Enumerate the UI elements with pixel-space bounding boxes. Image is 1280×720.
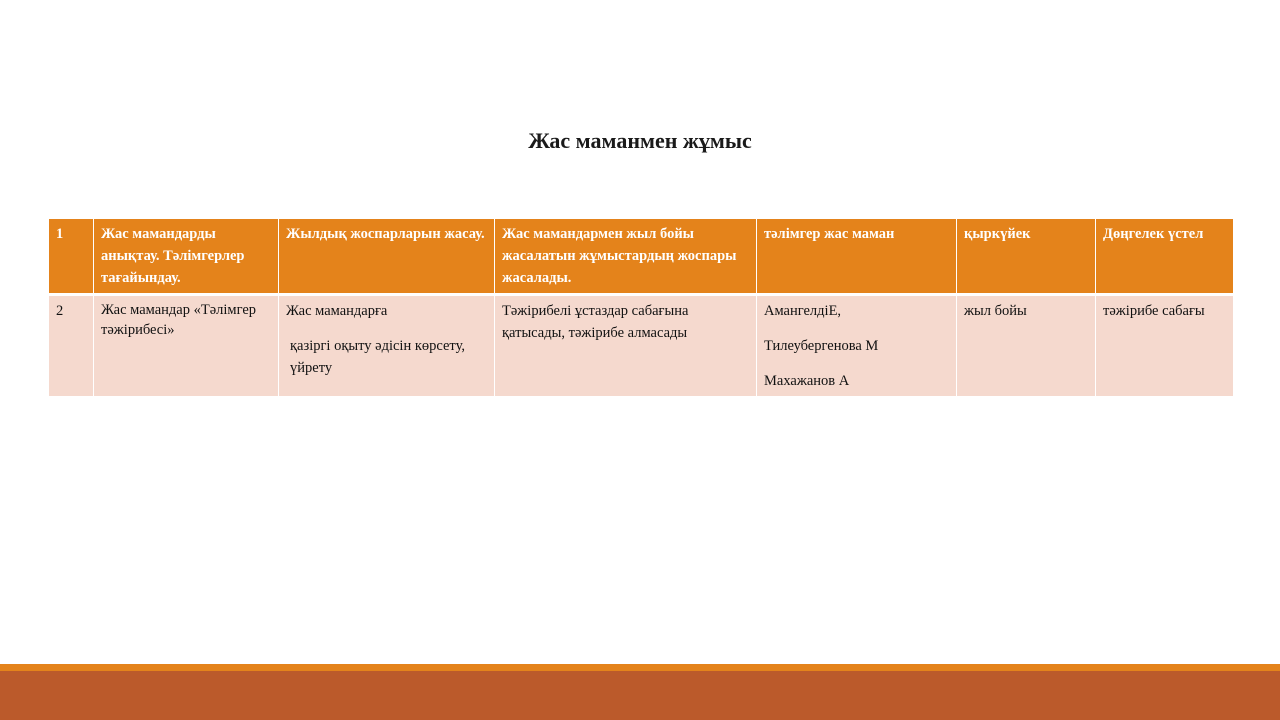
responsible-text: тәлімгер жас маман <box>764 226 895 242</box>
table-row <box>49 295 1234 397</box>
work-cell: Жас мамандармен жыл бойы жасалатын жұмыстардың жоспары жасалады. <box>495 219 757 295</box>
responsible-name: Тилеубергенова М <box>764 338 879 354</box>
work-cell: Тәжірибелі ұстаздар сабағына қатысады, тәжірибе алмасады <box>495 295 757 397</box>
form-cell: Дөңгелек үстел <box>1096 219 1234 295</box>
time-cell: қыркүйек <box>957 219 1096 295</box>
table-row <box>49 219 1234 295</box>
responsible-cell <box>757 295 957 397</box>
row-number-cell: 1 <box>49 219 94 295</box>
slide-title: Жас маманмен жұмыс <box>528 128 752 153</box>
form-cell: тәжірибе сабағы <box>1096 295 1234 397</box>
footer-band <box>0 671 1280 720</box>
responsible-cell <box>757 219 957 295</box>
event-cell: Жас мамандар «Тәлімгер тәжірибесі» <box>94 295 279 397</box>
plan-text: қазіргі оқыту әдісін көрсету, үйрету <box>290 338 465 376</box>
footer-accent-strip <box>0 664 1280 671</box>
event-cell: Жас мамандарды анықтау. Тәлімгерлер тағайындау. <box>94 219 279 295</box>
plan-cell <box>279 295 495 397</box>
plan-text: Жылдық жоспарларын жасау. <box>286 226 485 242</box>
work-plan-table <box>48 219 1234 396</box>
time-cell: жыл бойы <box>957 295 1096 397</box>
responsible-name: Махажанов А <box>764 373 850 389</box>
plan-text: Жас мамандарға <box>286 303 388 319</box>
plan-cell <box>279 219 495 295</box>
row-number-cell: 2 <box>49 295 94 397</box>
responsible-name: АмангелдіЕ, <box>764 303 842 319</box>
